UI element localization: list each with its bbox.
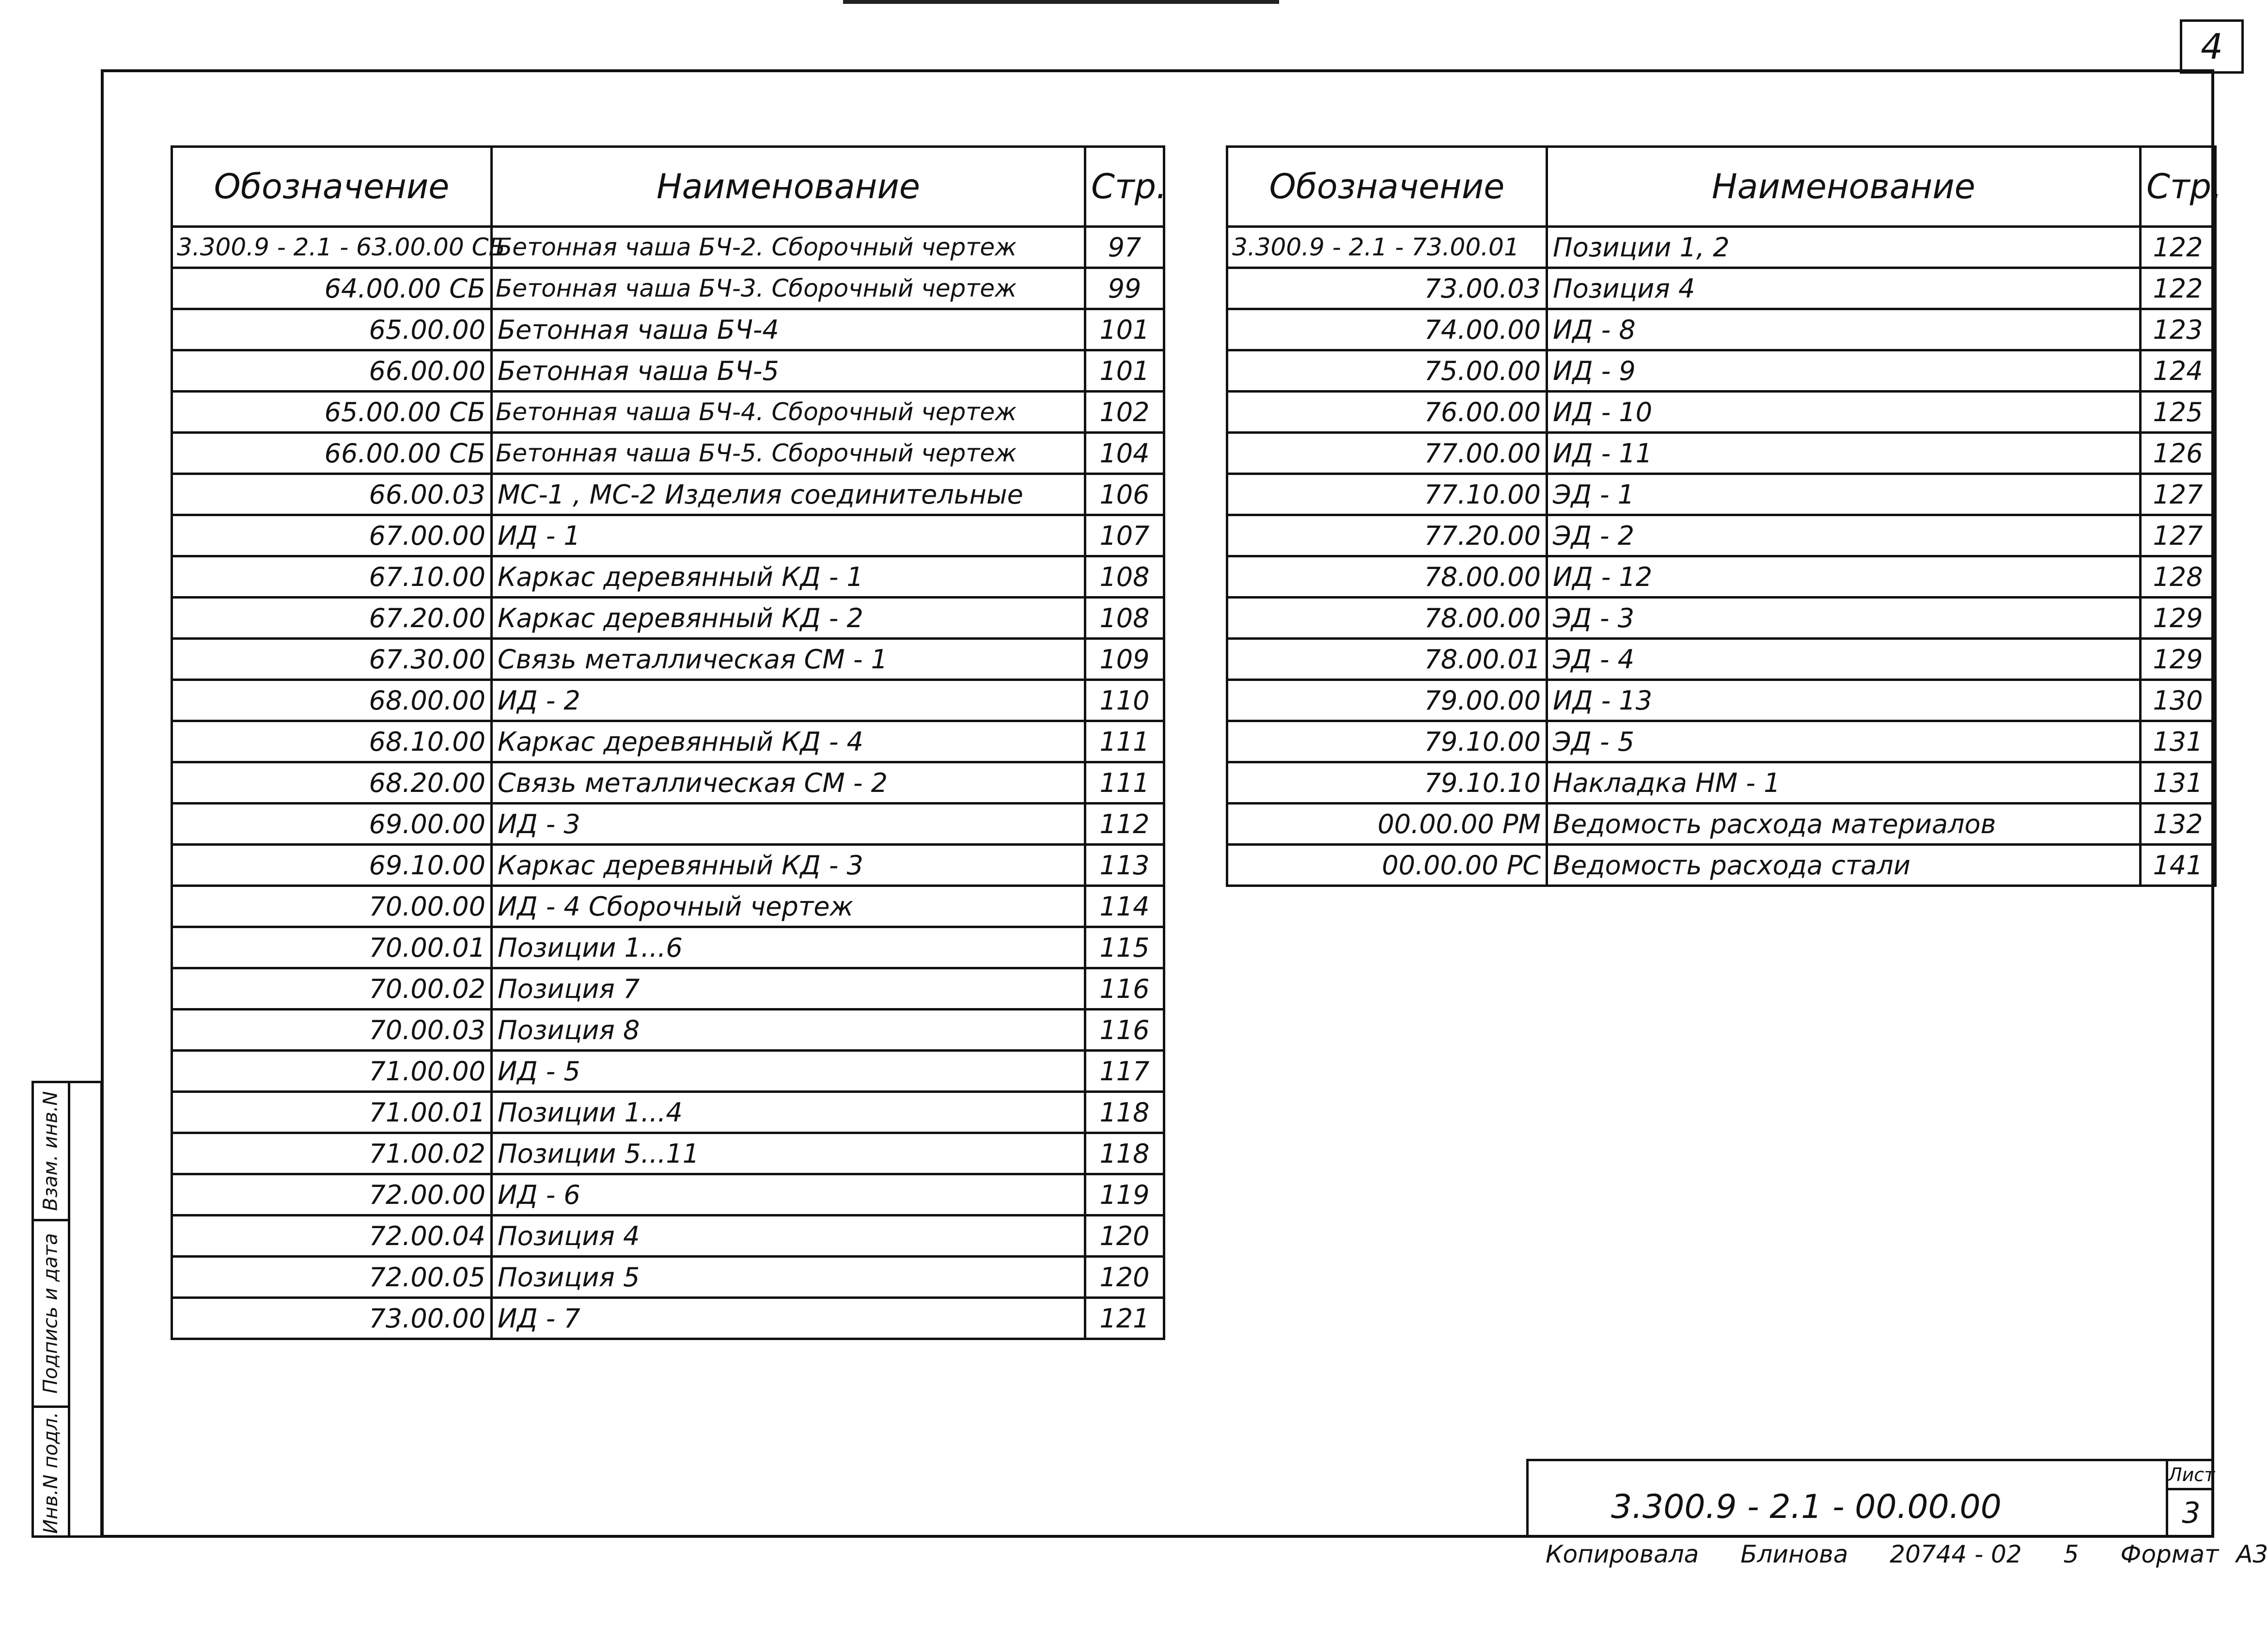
row-page: 110 [1085,680,1164,721]
row-code: 3.300.9 - 2.1 - 73.00.01 [1227,227,1547,268]
row-name: Позиции 1...6 [492,927,1085,968]
row-name: ИД - 12 [1547,556,2141,598]
row-code: 67.30.00 [172,639,492,680]
table-row [1227,804,2216,845]
footer-copied-by: Копировала [1546,1540,1699,1568]
row-code: 77.00.00 [1227,433,1547,474]
row-name: ЭД - 3 [1547,598,2141,639]
row-page: 101 [1085,309,1164,350]
row-name: Позиции 1, 2 [1547,227,2141,268]
table-row [1227,309,2216,350]
row-name: МС-1 , МС-2 Изделия соединительные [492,474,1085,515]
table-row [1227,268,2216,309]
footer-format-value: А3 [2236,1540,2268,1568]
row-name: ЭД - 5 [1547,721,2141,762]
table-row [172,968,1164,1010]
row-page: 119 [1085,1174,1164,1216]
row-page: 104 [1085,433,1164,474]
row-page: 111 [1085,721,1164,762]
row-code: 79.10.00 [1227,721,1547,762]
row-page: 130 [2141,680,2216,721]
table-row [172,474,1164,515]
row-code: 65.00.00 [172,309,492,350]
table-row [172,1133,1164,1174]
row-code: 71.00.00 [172,1051,492,1092]
row-name: ИД - 2 [492,680,1085,721]
row-page: 122 [2141,227,2216,268]
row-code: 00.00.00 РС [1227,845,1547,886]
row-code: 68.20.00 [172,762,492,804]
header-code: Обозначение [172,147,492,227]
row-name: Ведомость расхода материалов [1547,804,2141,845]
row-code: 69.00.00 [172,804,492,845]
row-page: 118 [1085,1133,1164,1174]
row-name: Каркас деревянный КД - 2 [492,598,1085,639]
table-row [172,886,1164,927]
table-row [172,350,1164,392]
side-stamp-label: Подпись и дата [40,1233,63,1394]
row-code: 69.10.00 [172,845,492,886]
table-header-row [1227,147,2216,227]
table-row [1227,474,2216,515]
row-name: ИД - 4 Сборочный чертеж [492,886,1085,927]
row-name: Бетонная чаша БЧ-3. Сборочный чертеж [492,268,1085,309]
table-row [1227,598,2216,639]
table-row [1227,639,2216,680]
footer-order-number: 20744 - 02 [1890,1540,2022,1568]
row-name: ИД - 11 [1547,433,2141,474]
row-name: Позиция 4 [492,1216,1085,1257]
row-code: 68.10.00 [172,721,492,762]
row-code: 65.00.00 СБ [172,392,492,433]
left-spec-table [171,145,1165,1340]
header-name: Наименование [1547,147,2141,227]
row-page: 124 [2141,350,2216,392]
row-name: Бетонная чаша БЧ-4. Сборочный чертеж [492,392,1085,433]
row-name: ИД - 3 [492,804,1085,845]
table-row [172,1092,1164,1133]
row-page: 99 [1085,268,1164,309]
row-code: 66.00.03 [172,474,492,515]
row-name: Связь металлическая СМ - 1 [492,639,1085,680]
row-code: 75.00.00 [1227,350,1547,392]
side-stamp [31,1081,103,1538]
table-row [172,721,1164,762]
row-page: 106 [1085,474,1164,515]
row-code: 73.00.00 [172,1298,492,1339]
row-code: 77.10.00 [1227,474,1547,515]
table-row [172,680,1164,721]
row-page: 120 [1085,1257,1164,1298]
row-code: 70.00.01 [172,927,492,968]
row-page: 122 [2141,268,2216,309]
row-name: ИД - 10 [1547,392,2141,433]
row-page: 97 [1085,227,1164,268]
table-row [1227,845,2216,886]
row-name: Каркас деревянный КД - 1 [492,556,1085,598]
table-row [172,639,1164,680]
row-page: 114 [1085,886,1164,927]
row-page: 132 [2141,804,2216,845]
table-row [172,598,1164,639]
row-page: 127 [2141,474,2216,515]
row-name: Накладка НМ - 1 [1547,762,2141,804]
row-name: ИД - 8 [1547,309,2141,350]
row-code: 78.00.00 [1227,556,1547,598]
row-name: Каркас деревянный КД - 3 [492,845,1085,886]
row-name: Бетонная чаша БЧ-5 [492,350,1085,392]
table-row [172,1298,1164,1339]
row-name: Бетонная чаша БЧ-2. Сборочный чертеж [492,227,1085,268]
row-name: Позиции 5...11 [492,1133,1085,1174]
row-page: 112 [1085,804,1164,845]
header-page: Стр. [1085,147,1164,227]
row-code: 71.00.01 [172,1092,492,1133]
row-code: 77.20.00 [1227,515,1547,556]
row-page: 101 [1085,350,1164,392]
row-code: 78.00.00 [1227,598,1547,639]
footer-format-label: Формат [2120,1540,2219,1568]
row-page: 129 [2141,639,2216,680]
table-row [172,1216,1164,1257]
row-code: 73.00.03 [1227,268,1547,309]
sheet-label: Лист [2168,1461,2214,1490]
row-code: 72.00.04 [172,1216,492,1257]
row-code: 66.00.00 [172,350,492,392]
row-code: 68.00.00 [172,680,492,721]
row-name: ИД - 13 [1547,680,2141,721]
sheet-number: 3 [2182,1496,2201,1530]
table-row [172,845,1164,886]
row-name: Ведомость расхода стали [1547,845,2141,886]
row-code: 70.00.00 [172,886,492,927]
header-code: Обозначение [1227,147,1547,227]
row-page: 116 [1085,968,1164,1010]
row-code: 70.00.02 [172,968,492,1010]
row-code: 71.00.02 [172,1133,492,1174]
header-page: Стр. [2141,147,2216,227]
row-page: 120 [1085,1216,1164,1257]
row-code: 67.10.00 [172,556,492,598]
document-code: 3.300.9 - 2.1 - 00.00.00 [1611,1488,2002,1526]
top-edge-mark [843,0,1279,4]
row-name: Каркас деревянный КД - 4 [492,721,1085,762]
table-row [172,1051,1164,1092]
table-row [1227,392,2216,433]
row-page: 131 [2141,721,2216,762]
table-row [172,227,1164,268]
row-code: 76.00.00 [1227,392,1547,433]
row-page: 109 [1085,639,1164,680]
row-code: 66.00.00 СБ [172,433,492,474]
table-row [172,927,1164,968]
row-page: 117 [1085,1051,1164,1092]
row-page: 116 [1085,1010,1164,1051]
row-code: 72.00.00 [172,1174,492,1216]
sheet-cell [2166,1461,2214,1536]
footer-copier-name: Блинова [1740,1540,1848,1568]
table-row [1227,556,2216,598]
table-row [172,556,1164,598]
row-name: ЭД - 1 [1547,474,2141,515]
row-name: Позиция 8 [492,1010,1085,1051]
row-name: Позиции 1...4 [492,1092,1085,1133]
row-page: 123 [2141,309,2216,350]
row-code: 67.00.00 [172,515,492,556]
row-name: ИД - 6 [492,1174,1085,1216]
row-page: 111 [1085,762,1164,804]
table-row [172,1257,1164,1298]
row-page: 126 [2141,433,2216,474]
row-page: 128 [2141,556,2216,598]
table-row [172,1174,1164,1216]
table-row [172,268,1164,309]
row-name: ИД - 7 [492,1298,1085,1339]
side-stamp-cell-replace [34,1083,68,1221]
title-block [1526,1459,2214,1536]
footer-copy-number: 5 [2063,1540,2079,1568]
row-name: ЭД - 2 [1547,515,2141,556]
row-code: 70.00.03 [172,1010,492,1051]
table-row [1227,762,2216,804]
table-row [1227,227,2216,268]
copy-footer [1546,1540,2268,1568]
side-stamp-label: Взам. инв.N [40,1091,62,1211]
row-page: 129 [2141,598,2216,639]
header-name: Наименование [492,147,1085,227]
row-page: 118 [1085,1092,1164,1133]
row-code: 67.20.00 [172,598,492,639]
table-row [172,762,1164,804]
right-spec-table [1226,145,2222,887]
table-row [1227,680,2216,721]
row-page: 108 [1085,556,1164,598]
table-row [172,1010,1164,1051]
table-row [172,309,1164,350]
row-code: 79.10.10 [1227,762,1547,804]
row-code: 3.300.9 - 2.1 - 63.00.00 СБ [172,227,492,268]
row-code: 78.00.01 [1227,639,1547,680]
corner-page-box [2180,19,2244,74]
side-stamp-cell-signature [34,1221,68,1408]
row-name: ИД - 5 [492,1051,1085,1092]
row-page: 131 [2141,762,2216,804]
table-row [172,392,1164,433]
table-row [172,515,1164,556]
row-code: 72.00.05 [172,1257,492,1298]
row-page: 113 [1085,845,1164,886]
table-row [172,804,1164,845]
left-table-body [172,227,1164,1339]
row-name: ЭД - 4 [1547,639,2141,680]
row-name: Позиция 4 [1547,268,2141,309]
table-row [1227,350,2216,392]
table-row [1227,721,2216,762]
row-code: 79.00.00 [1227,680,1547,721]
side-stamp-cell-inv [34,1408,68,1538]
right-table-body [1227,227,2216,886]
row-page: 108 [1085,598,1164,639]
side-stamp-divider [68,1083,70,1535]
table-row [172,433,1164,474]
row-name: Бетонная чаша БЧ-4 [492,309,1085,350]
row-name: ИД - 9 [1547,350,2141,392]
side-stamp-label: Инв.N подл. [40,1412,62,1534]
row-code: 64.00.00 СБ [172,268,492,309]
row-name: Позиция 5 [492,1257,1085,1298]
row-page: 125 [2141,392,2216,433]
row-code: 74.00.00 [1227,309,1547,350]
table-header-row [172,147,1164,227]
row-page: 121 [1085,1298,1164,1339]
row-name: Позиция 7 [492,968,1085,1010]
table-row [1227,515,2216,556]
row-page: 107 [1085,515,1164,556]
row-name: Бетонная чаша БЧ-5. Сборочный чертеж [492,433,1085,474]
row-page: 141 [2141,845,2216,886]
row-name: ИД - 1 [492,515,1085,556]
row-page: 102 [1085,392,1164,433]
corner-page-number: 4 [2201,26,2223,67]
table-row [1227,433,2216,474]
row-name: Связь металлическая СМ - 2 [492,762,1085,804]
row-code: 00.00.00 РМ [1227,804,1547,845]
row-page: 115 [1085,927,1164,968]
row-page: 127 [2141,515,2216,556]
